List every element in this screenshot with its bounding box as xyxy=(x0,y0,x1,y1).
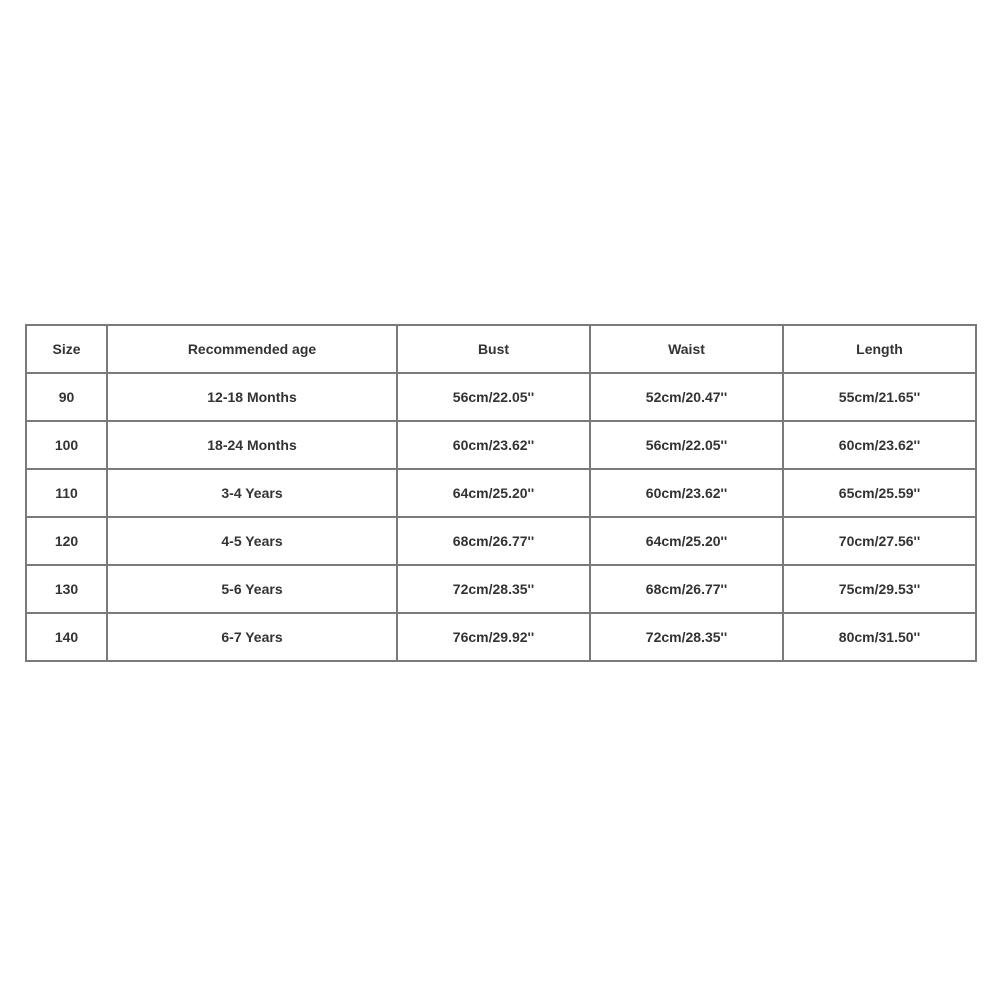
cell-length: 75cm/29.53'' xyxy=(783,565,976,613)
cell-length: 70cm/27.56'' xyxy=(783,517,976,565)
cell-waist: 52cm/20.47'' xyxy=(590,373,783,421)
cell-bust: 60cm/23.62'' xyxy=(397,421,590,469)
size-chart-table xyxy=(25,324,977,662)
cell-age: 12-18 Months xyxy=(107,373,397,421)
header-waist: Waist xyxy=(590,325,783,373)
header-bust: Bust xyxy=(397,325,590,373)
cell-waist: 60cm/23.62'' xyxy=(590,469,783,517)
cell-length: 60cm/23.62'' xyxy=(783,421,976,469)
header-size: Size xyxy=(26,325,107,373)
cell-bust: 56cm/22.05'' xyxy=(397,373,590,421)
header-length: Length xyxy=(783,325,976,373)
cell-age: 6-7 Years xyxy=(107,613,397,661)
table-row xyxy=(26,469,976,517)
cell-bust: 72cm/28.35'' xyxy=(397,565,590,613)
table-row xyxy=(26,373,976,421)
cell-waist: 68cm/26.77'' xyxy=(590,565,783,613)
cell-age: 4-5 Years xyxy=(107,517,397,565)
cell-bust: 76cm/29.92'' xyxy=(397,613,590,661)
cell-length: 65cm/25.59'' xyxy=(783,469,976,517)
cell-size: 120 xyxy=(26,517,107,565)
table-header-row xyxy=(26,325,976,373)
cell-length: 80cm/31.50'' xyxy=(783,613,976,661)
cell-bust: 68cm/26.77'' xyxy=(397,517,590,565)
cell-waist: 56cm/22.05'' xyxy=(590,421,783,469)
cell-age: 3-4 Years xyxy=(107,469,397,517)
table-row xyxy=(26,517,976,565)
cell-age: 5-6 Years xyxy=(107,565,397,613)
cell-size: 140 xyxy=(26,613,107,661)
cell-waist: 72cm/28.35'' xyxy=(590,613,783,661)
cell-age: 18-24 Months xyxy=(107,421,397,469)
cell-length: 55cm/21.65'' xyxy=(783,373,976,421)
table-row xyxy=(26,421,976,469)
table-row xyxy=(26,613,976,661)
cell-size: 110 xyxy=(26,469,107,517)
table-row xyxy=(26,565,976,613)
cell-size: 90 xyxy=(26,373,107,421)
cell-size: 130 xyxy=(26,565,107,613)
cell-bust: 64cm/25.20'' xyxy=(397,469,590,517)
cell-waist: 64cm/25.20'' xyxy=(590,517,783,565)
cell-size: 100 xyxy=(26,421,107,469)
header-recommended-age: Recommended age xyxy=(107,325,397,373)
